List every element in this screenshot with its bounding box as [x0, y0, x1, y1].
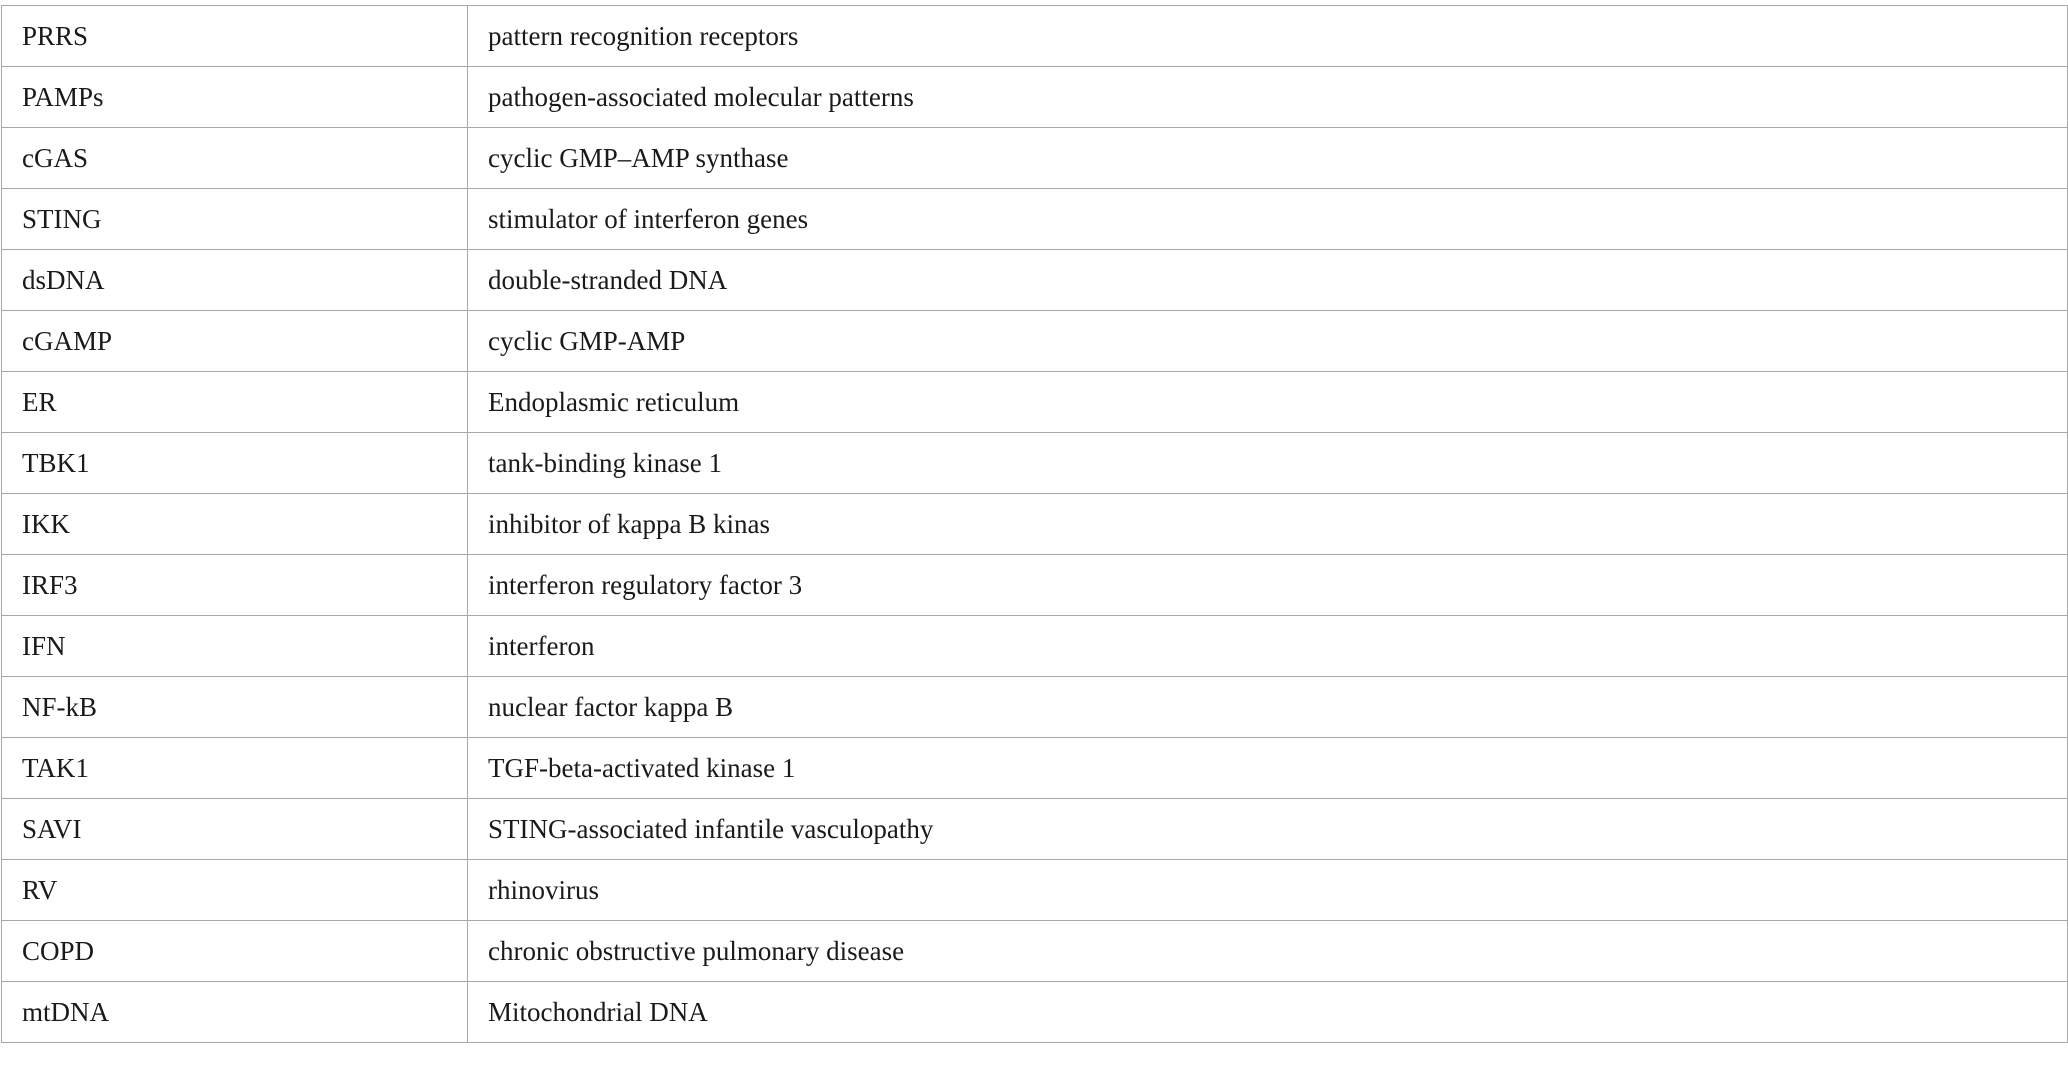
- definition-cell: inhibitor of kappa B kinas: [468, 494, 2068, 555]
- definition-cell: interferon: [468, 616, 2068, 677]
- abbreviation-cell: COPD: [2, 921, 468, 982]
- table-row: [2, 6, 2068, 67]
- table-row: [2, 982, 2068, 1043]
- table-row: [2, 738, 2068, 799]
- definition-cell: rhinovirus: [468, 860, 2068, 921]
- table-row: [2, 372, 2068, 433]
- definition-cell: pattern recognition receptors: [468, 6, 2068, 67]
- abbreviation-cell: IKK: [2, 494, 468, 555]
- table-row: [2, 311, 2068, 372]
- definition-cell: interferon regulatory factor 3: [468, 555, 2068, 616]
- definition-cell: nuclear factor kappa B: [468, 677, 2068, 738]
- abbreviation-cell: TAK1: [2, 738, 468, 799]
- abbreviations-table-body: [2, 6, 2068, 1043]
- table-row: [2, 921, 2068, 982]
- abbreviation-cell: ER: [2, 372, 468, 433]
- table-row: [2, 616, 2068, 677]
- definition-cell: cyclic GMP-AMP: [468, 311, 2068, 372]
- abbreviation-cell: cGAMP: [2, 311, 468, 372]
- table-row: [2, 67, 2068, 128]
- abbreviation-cell: STING: [2, 189, 468, 250]
- definition-cell: pathogen-associated molecular patterns: [468, 67, 2068, 128]
- abbreviation-cell: NF-kB: [2, 677, 468, 738]
- abbreviation-cell: PAMPs: [2, 67, 468, 128]
- abbreviation-cell: SAVI: [2, 799, 468, 860]
- table-row: [2, 860, 2068, 921]
- definition-cell: stimulator of interferon genes: [468, 189, 2068, 250]
- table-row: [2, 128, 2068, 189]
- abbreviation-cell: IFN: [2, 616, 468, 677]
- definition-cell: STING-associated infantile vasculopathy: [468, 799, 2068, 860]
- table-row: [2, 799, 2068, 860]
- abbreviation-cell: cGAS: [2, 128, 468, 189]
- abbreviations-table: [1, 5, 2068, 1043]
- table-row: [2, 555, 2068, 616]
- table-row: [2, 433, 2068, 494]
- table-row: [2, 677, 2068, 738]
- definition-cell: Endoplasmic reticulum: [468, 372, 2068, 433]
- abbreviation-cell: PRRS: [2, 6, 468, 67]
- table-row: [2, 189, 2068, 250]
- definition-cell: Mitochondrial DNA: [468, 982, 2068, 1043]
- abbreviation-cell: RV: [2, 860, 468, 921]
- definition-cell: chronic obstructive pulmonary disease: [468, 921, 2068, 982]
- abbreviation-cell: IRF3: [2, 555, 468, 616]
- definition-cell: cyclic GMP–AMP synthase: [468, 128, 2068, 189]
- abbreviation-cell: TBK1: [2, 433, 468, 494]
- table-row: [2, 494, 2068, 555]
- table-row: [2, 250, 2068, 311]
- definition-cell: double-stranded DNA: [468, 250, 2068, 311]
- definition-cell: TGF-beta-activated kinase 1: [468, 738, 2068, 799]
- abbreviation-cell: dsDNA: [2, 250, 468, 311]
- definition-cell: tank-binding kinase 1: [468, 433, 2068, 494]
- abbreviation-cell: mtDNA: [2, 982, 468, 1043]
